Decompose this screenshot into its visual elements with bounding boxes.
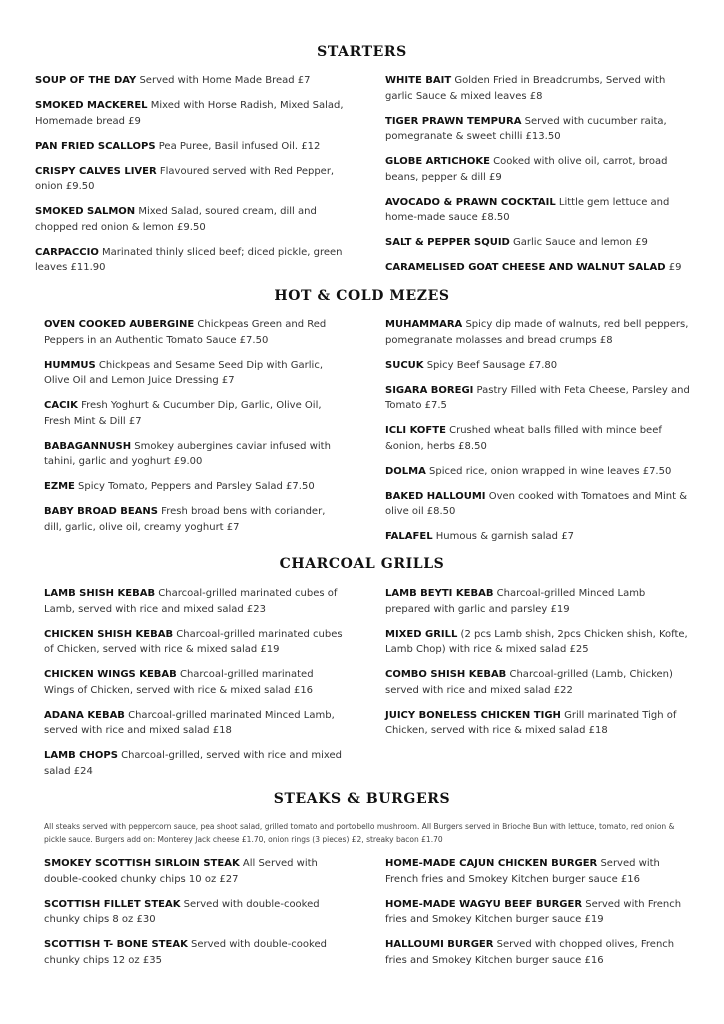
menu-item <box>44 708 344 739</box>
grills-left-column <box>44 586 344 789</box>
menu-item <box>385 627 690 658</box>
item-name: CHICKEN WINGS KEBAB <box>44 669 177 680</box>
item-name: DOLMA <box>385 465 426 477</box>
menu-item <box>35 139 353 155</box>
mezes-left-column <box>44 317 344 545</box>
menu-item <box>44 937 344 968</box>
section-title-steaks-burgers: STEAKS & BURGERS <box>273 791 451 807</box>
item-description: Spicy Beef Sausage £7.80 <box>423 359 558 371</box>
item-description: Served with Home Made Bread £7 <box>136 75 311 86</box>
item-name: CACIK <box>44 400 78 411</box>
item-name: GLOBE ARTICHOKE <box>385 156 490 167</box>
menu-item <box>385 529 690 545</box>
item-description: Served with chopped olives, French fries and Smokey Kitchen burger sauce £16 <box>385 939 675 966</box>
mezes-right-column <box>385 317 690 554</box>
menu-item <box>385 586 690 617</box>
item-name: BABY BROAD BEANS <box>44 506 158 517</box>
item-description: Pastry Filled with Feta Cheese, Parsley and Tomato £7.5 <box>385 384 690 411</box>
starters-right-column <box>385 73 690 285</box>
item-name: BAKED HALLOUMI <box>385 490 486 502</box>
item-name: MUHAMMARA <box>385 319 463 330</box>
menu-item <box>44 667 344 698</box>
item-name: SMOKEY SCOTTISH SIRLOIN STEAK <box>44 858 240 869</box>
item-description: Flavoured served with Red Pepper, onion £9.50 <box>35 165 335 192</box>
menu-item <box>385 667 690 698</box>
item-description: Chickpeas Green and Red Peppers in an Authentic Tomato Sauce £7.50 <box>44 319 327 346</box>
item-name: WHITE BAIT <box>385 75 452 86</box>
item-description: Served with French fries and Smokey Kitchen burger sauce £16 <box>385 858 660 885</box>
item-name: LAMB BEYTI KEBAB <box>385 588 494 599</box>
item-name: CHICKEN SHISH KEBAB <box>44 628 174 640</box>
menu-item <box>35 164 353 195</box>
steaks-burgers-note: All steaks served with peppercorn sauce, pea shoot salad, grilled tomato and portobello mushroom. All Burgers served in Brioche Bun with lettuce, tomato, red onion & pickle sauce. Burgers add on: Monterey Jack cheese £1.70, onion rings (3 pieces) £2, streaky bacon £1.70 <box>44 822 675 844</box>
item-name: MIXED GRILL <box>385 628 458 640</box>
item-description: Charcoal-grilled marinated Wings of Chicken, served with rice & mixed salad £16 <box>44 669 314 696</box>
item-name: EZME <box>44 481 75 492</box>
grills-right-column <box>385 586 690 748</box>
item-description: Cooked with olive oil, carrot, broad beans, pepper & dill £9 <box>385 156 668 183</box>
item-description: Charcoal-grilled marinated cubes of Chicken, served with rice & mixed salad £19 <box>44 628 343 655</box>
menu-item <box>44 358 344 389</box>
menu-item <box>44 439 344 470</box>
menu-item <box>385 856 690 887</box>
item-name: CRISPY CALVES LIVER <box>35 165 157 177</box>
menu-item <box>385 73 690 104</box>
section-title-charcoal-grills: CHARCOAL GRILLS <box>279 556 445 572</box>
section-title-mezes: HOT & COLD MEZES <box>274 288 450 304</box>
item-name: TIGER PRAWN TEMPURA <box>385 115 522 127</box>
burgers-right-column <box>385 856 690 978</box>
item-description: Charcoal-grilled marinated cubes of Lamb, served with rice and mixed salad £23 <box>44 588 338 615</box>
item-name: HOME-MADE CAJUN CHICKEN BURGER <box>385 858 598 869</box>
menu-item <box>44 504 344 535</box>
item-description: Little gem lettuce and home-made sauce £8.50 <box>385 196 670 223</box>
item-name: LAMB CHOPS <box>44 750 118 761</box>
item-description: Fresh broad bens with coriander, dill, garlic, olive oil, creamy yoghurt £7 <box>44 506 326 533</box>
menu-item <box>385 114 690 145</box>
menu-item <box>385 358 690 374</box>
item-name: PAN FRIED SCALLOPS <box>35 140 156 152</box>
item-description: Golden Fried in Breadcrumbs, Served with garlic Sauce & mixed leaves £8 <box>385 75 666 102</box>
item-name: SIGARA BOREGI <box>385 384 474 396</box>
item-description: Pea Puree, Basil infused Oil. £12 <box>155 140 321 152</box>
item-description: Served with double-cooked chunky chips 12 oz £35 <box>44 939 327 966</box>
menu-item <box>44 479 344 495</box>
item-name: HUMMUS <box>44 359 96 371</box>
item-name: ADANA KEBAB <box>44 709 125 721</box>
item-description: Spicy Tomato, Peppers and Parsley Salad £7.50 <box>74 481 315 492</box>
menu-item <box>385 937 690 968</box>
section-title-starters: STARTERS <box>317 44 407 60</box>
item-description: Chickpeas and Sesame Seed Dip with Garlic, Olive Oil and Lemon Juice Dressing £7 <box>44 359 324 386</box>
item-description: Spicy dip made of walnuts, red bell peppers, pomegranate molasses and bread crumps £8 <box>385 319 689 346</box>
menu-item <box>44 398 344 429</box>
item-description: Mixed with Horse Radish, Mixed Salad, Homemade bread £9 <box>35 100 344 127</box>
item-description: £9 <box>665 262 682 273</box>
item-description: Charcoal-grilled (Lamb, Chicken) served with rice and mixed salad £22 <box>385 669 673 696</box>
item-name: SCOTTISH T- BONE STEAK <box>44 939 188 950</box>
item-description: Spiced rice, onion wrapped in wine leaves £7.50 <box>425 465 672 477</box>
item-name: SCOTTISH FILLET STEAK <box>44 898 181 910</box>
item-description: Charcoal-grilled, served with rice and mixed salad £24 <box>44 750 343 777</box>
item-name: ICLI KOFTE <box>385 425 446 436</box>
item-name: HALLOUMI BURGER <box>385 939 494 950</box>
menu-item <box>44 897 344 928</box>
menu-item <box>35 204 353 235</box>
item-name: HOME-MADE WAGYU BEEF BURGER <box>385 898 583 910</box>
item-description: Smokey aubergines caviar infused with tahini, garlic and yoghurt £9.00 <box>44 440 331 467</box>
menu-item <box>385 897 690 928</box>
item-name: OVEN COOKED AUBERGINE <box>44 319 195 330</box>
item-description: Fresh Yoghurt & Cucumber Dip, Garlic, Olive Oil, Fresh Mint & Dill £7 <box>44 400 322 427</box>
item-description: Marinated thinly sliced beef; diced pickle, green leaves £11.90 <box>35 246 343 273</box>
menu-item <box>44 586 344 617</box>
item-description: Served with double-cooked chunky chips 8 oz £30 <box>44 898 320 925</box>
menu-item <box>44 627 344 658</box>
menu-item <box>44 748 344 779</box>
menu-item <box>385 317 690 348</box>
item-name: JUICY BONELESS CHICKEN TIGH <box>385 709 561 721</box>
item-description: Garlic Sauce and lemon £9 <box>509 237 648 248</box>
item-description: (2 pcs Lamb shish, 2pcs Chicken shish, Kofte, Lamb Chop) with rice & mixed salad £25 <box>385 628 688 655</box>
item-description: Oven cooked with Tomatoes and Mint & olive oil £8.50 <box>385 490 688 517</box>
item-name: FALAFEL <box>385 531 433 542</box>
menu-item <box>35 98 353 129</box>
menu-item <box>35 245 353 276</box>
item-description: Humous & garnish salad £7 <box>432 531 574 542</box>
item-name: LAMB SHISH KEBAB <box>44 588 156 599</box>
item-name: AVOCADO & PRAWN COCKTAIL <box>385 196 556 208</box>
item-name: SALT & PEPPER SQUID <box>385 237 510 248</box>
item-name: SMOKED MACKEREL <box>35 100 148 111</box>
menu-item <box>44 317 344 348</box>
item-name: SUCUK <box>385 359 424 371</box>
item-name: CARPACCIO <box>35 246 99 258</box>
starters-left-column <box>35 73 353 285</box>
item-description: Mixed Salad, soured cream, dill and chopped red onion & lemon £9.50 <box>35 206 317 233</box>
menu-item <box>44 856 344 887</box>
item-description: Crushed wheat balls filled with mince beef &onion, herbs £8.50 <box>385 425 662 452</box>
menu-item <box>385 464 690 480</box>
menu-item <box>385 489 690 520</box>
item-name: BABAGANNUSH <box>44 440 132 452</box>
menu-item <box>385 423 690 454</box>
item-name: SOUP OF THE DAY <box>35 75 137 86</box>
menu-item <box>385 260 690 276</box>
item-description: Charcoal-grilled Minced Lamb prepared with garlic and parsley £19 <box>385 588 646 615</box>
item-description: Grill marinated Tigh of Chicken, served with rice & mixed salad £18 <box>385 709 677 736</box>
item-description: Served with French fries and Smokey Kitchen burger sauce £19 <box>385 898 682 925</box>
menu-item <box>385 383 690 414</box>
item-description: Charcoal-grilled marinated Minced Lamb, served with rice and mixed salad £18 <box>44 709 335 736</box>
menu-item <box>385 235 690 251</box>
item-name: SMOKED SALMON <box>35 206 136 217</box>
menu-item <box>385 708 690 739</box>
menu-item <box>385 195 690 226</box>
menu-item <box>35 73 353 89</box>
steaks-left-column <box>44 856 344 978</box>
item-name: CARAMELISED GOAT CHEESE AND WALNUT SALAD <box>385 262 666 273</box>
menu-item <box>385 154 690 185</box>
item-description: Served with cucumber raita, pomegranate & sweet chilli £13.50 <box>385 115 667 142</box>
item-description: All Served with double-cooked chunky chips 10 oz £27 <box>44 858 318 885</box>
item-name: COMBO SHISH KEBAB <box>385 669 507 680</box>
